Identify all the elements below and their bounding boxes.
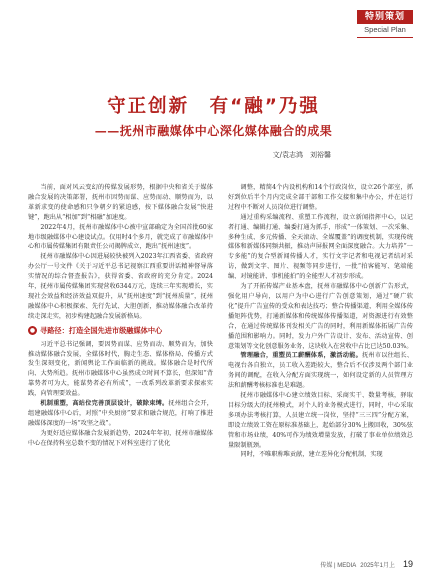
article-subtitle: ——抚州市融媒体中心深化媒体融合的成果 (94, 124, 333, 138)
paragraph: 抚州市融媒体中心因进展较快被列入2023年江西省委、省政府办公厅一号文件《关于习近平总书记视察江西重要讲话精神督导落实情况的综合督查报告》，获得省委、省政府的充分肯定。2024年，抚州市属传媒集团实现营收6344万元，连续三年实现增长，实现社会效益和经济效益双提升，从“抚州速度”到“抚州质量”，抚州融媒体中心积极探索、先行先试、大胆创新，推动媒体融合改革持续走深走实，初步构建起融合发展新格局。 (28, 253, 213, 320)
section-divider (357, 37, 413, 38)
paragraph: 当前，面对风云变幻的传媒发展形势，根据中央和省关于媒体融合发展的决策部署，抚州市因势而谋、应势而动、顺势而为，以革新求变的使命感和只争朝夕的紧迫感，按下媒体融合发展“快进键”，跑出从“相加”到“相融”加速度。 (28, 184, 213, 221)
lead-text: 管理融合，重塑员工薪酬体系，激活动能。 (240, 352, 363, 360)
right-column (228, 183, 413, 460)
paragraph-text: 抚州组合会开，组建融媒体中心后，对照“中央厨房”要求和融合规范，打响了推进融媒体深度的一场“攻坚之战”。 (28, 400, 213, 427)
byline: 文/袁志鸿 刘裕馨 (272, 151, 331, 159)
paragraph-text: 抚州市融媒体中心建立绩效目标、采商实干、数量考核，驿取目标分级大的抚州模式，对个人的业务模式进行，同时，中心采取多项办法考核打算，人员建立统一岗位，坚持“三三四”分配方案，即设立绩效工资在原标准基础上，起始部分30%上搬回收，30%弦管和市场业绩，40%可作为绩效增量发放，打破了事业单位绩效总量限制瓶颈。 (228, 392, 413, 449)
article-title: 守正创新 有“融”乃强 (107, 96, 320, 117)
bullet-icon: ● (29, 326, 36, 334)
issue-date: 2025年1月上 (360, 562, 395, 569)
magazine-name: 传媒 | MEDIA (320, 562, 357, 569)
paragraph: 通过重构采编流程、重塑工作流程，设立新闻指挥中心，以记者打通、编辑打通、编委打通为抓手，形成“一体策划、一次采集、多种生成、多元传播、全天滚动、全媒覆盖”的调度机制，实现传统媒体和新媒体同频共振，推动声屏报网全面深度融合。大力培养“一专多能”的复合型新闻传播人才，实行文字记者和电视记者结对采访，做到文字、图片、视频等同步进行，一批“拍客能写、笔端能编、对镜能讲、事机能拍”的全能型人才初步形成。 (228, 213, 413, 281)
page-number: 19 (402, 559, 413, 569)
paragraph (228, 351, 413, 391)
paragraph (28, 399, 213, 429)
paragraph-text: 为更好适应媒体融合发展新趋势，2024年年初，抚州市融媒体中心在保持科室总数不变的情况下对科室进行了优化 (28, 429, 213, 447)
subheading-text: 寻路径：打造全国先进市级融媒体中心 (40, 325, 163, 335)
paragraph-text: 抚州市以往组长、电视台各自独立，员工收入差距较大，整合后不仅涉及两个部门业务间的调配，在收入分配方面实现统一，如何设定新的人员管理方法和薪酬考核标准也是难题。 (228, 352, 414, 390)
section-label-en: Special Plan (364, 25, 406, 34)
paragraph (28, 429, 213, 449)
page-footer (320, 559, 413, 569)
paragraph (28, 340, 213, 399)
section-tag (357, 10, 413, 35)
paragraph-text: 同时，不唯职称唯贡献，建立差异化分配机制，实现 (240, 451, 383, 459)
paragraph: 为了开拓传媒产业基本盘，抚州市融媒体中心创新广告形式，强化用户导向，以用户为中心进行广告创意策划，通过“硬广软化”提升广告宣传的受众和表达技巧；整合传播渠道，利用全媒体传播矩阵优势，打通新媒体和传统媒体传播渠道，对资源进行有效整合，在通过传统媒体刊发相关广告的同时，利用新媒体拓展广告传播范围和影响力。同时，发力户外广告设计、发布、活动宣传、创意策划等文化创意服务业务，这块收入在营收中占比已达50.03%。 (228, 283, 413, 350)
left-column (28, 183, 213, 449)
section-subheading (28, 326, 213, 336)
lead-text: 机制重塑，高站位完善顶层设计，破除束缚。 (40, 400, 169, 408)
section-label-cn: 特别策划 (357, 10, 413, 24)
paragraph (228, 450, 413, 460)
paragraph (228, 391, 413, 450)
paragraph: 2022年4月，抚州市融媒体中心被中宣部确定为全国首批60家地市级融媒体中心建设试点。仅用时4个多月，就完成了市融媒体中心和市属传媒集团有限责任公司揭牌成立，跑出“抚州速度”。 (28, 223, 213, 251)
paragraph: 调整，精简4个内设机构和14个行政岗位，设立26个部室，抓好到位后半个月内完成全部干部和工作交接和集中办公，并在运行过程中不断对人员岗位进行调整。 (228, 184, 413, 211)
paragraph-text: 习近平总书记强调，要因势而谋、应势而动、顺势而为，加快推动媒体融合发展，全媒体时代，胸走生态、媒体格局、传播方式发生深刻变化，新闻舆论工作面临新的挑战。媒体融合是时代所向、大势所趋。抚州市融媒体中心虽然成立时间不算长，但深知“背靠势者可为大，能谋势者必有所成”，一改系列改革新要求探索实践，向管理要效益。 (28, 340, 213, 398)
